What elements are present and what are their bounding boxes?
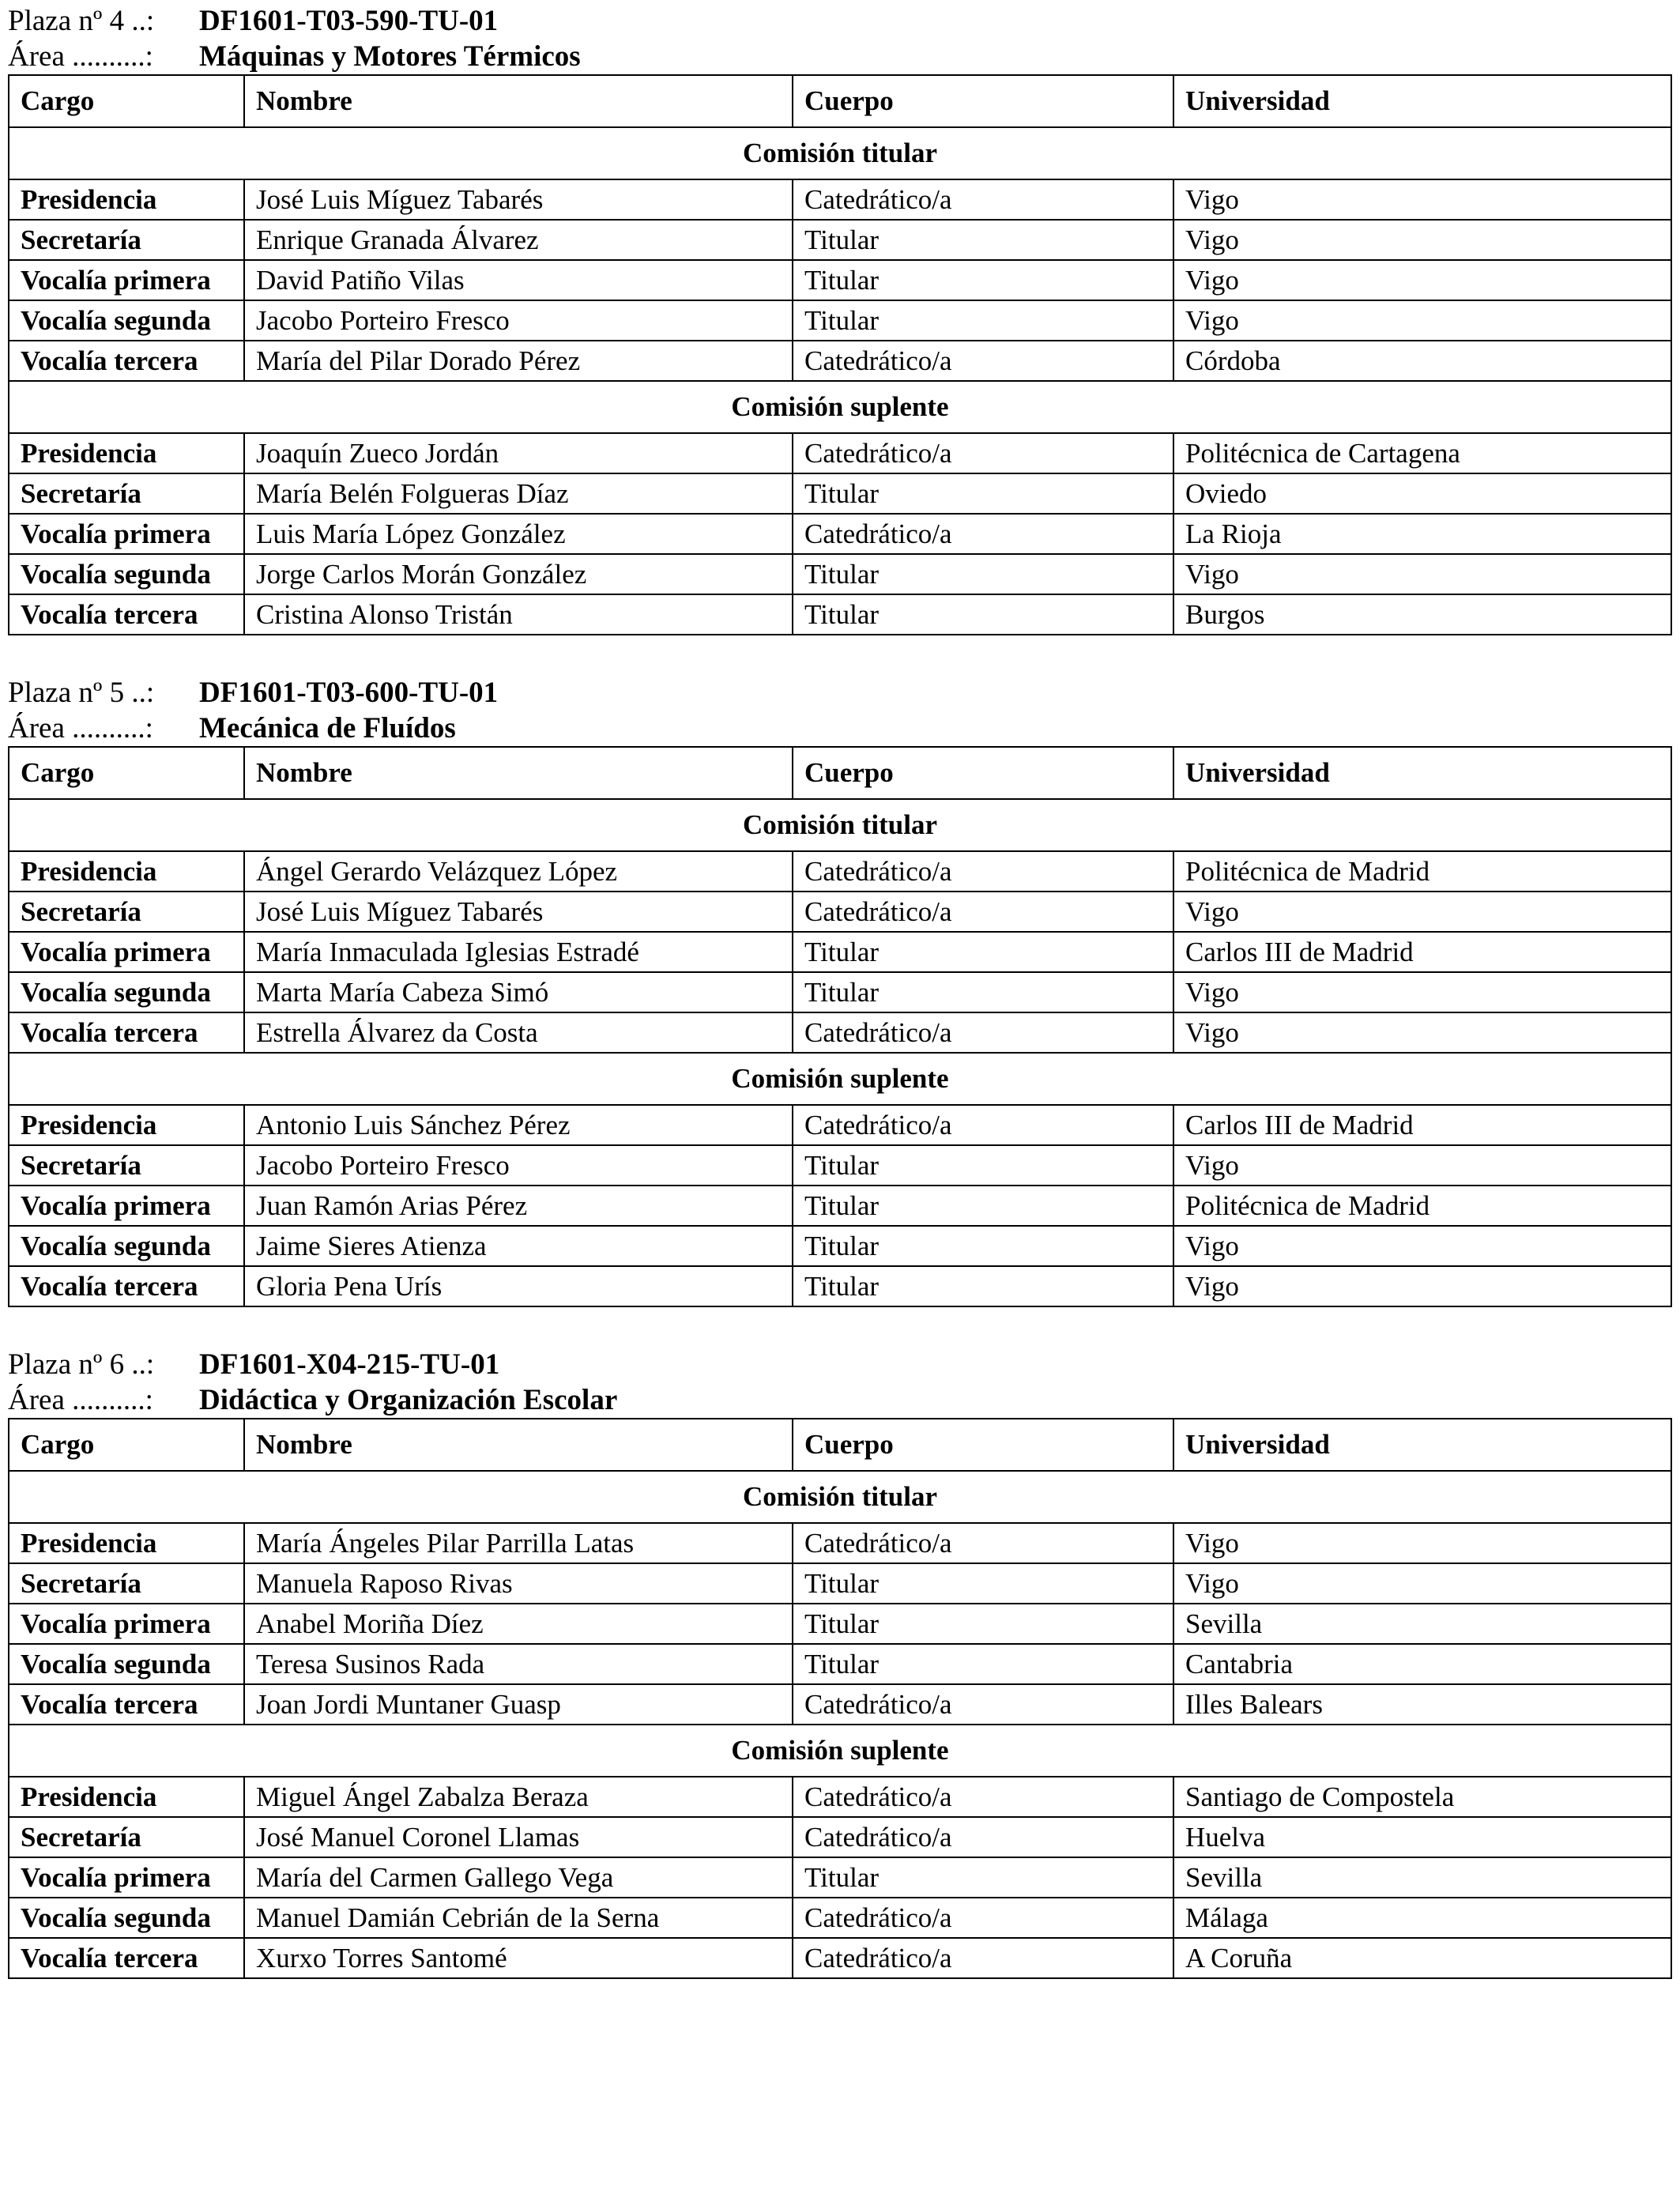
table-row bbox=[9, 1226, 1671, 1266]
cell-cargo: Vocalía tercera bbox=[9, 1938, 244, 1978]
table-row bbox=[9, 1186, 1671, 1226]
table-row bbox=[9, 1604, 1671, 1644]
cell-cuerpo: Catedrático/a bbox=[793, 1012, 1173, 1053]
table-row bbox=[9, 1563, 1671, 1604]
area-heading bbox=[8, 39, 1671, 74]
cell-cargo: Presidencia bbox=[9, 1105, 244, 1145]
table-row bbox=[9, 1644, 1671, 1684]
cell-universidad: Córdoba bbox=[1173, 341, 1671, 381]
cell-nombre: María Belén Folgueras Díaz bbox=[244, 473, 793, 514]
plaza-separator: ..: bbox=[131, 677, 155, 709]
cell-universidad: Santiago de Compostela bbox=[1173, 1777, 1671, 1817]
cell-cuerpo: Catedrático/a bbox=[793, 892, 1173, 932]
cell-cuerpo: Titular bbox=[793, 554, 1173, 594]
cell-nombre: María del Pilar Dorado Pérez bbox=[244, 341, 793, 381]
plaza-separator: ..: bbox=[131, 5, 155, 37]
cell-cuerpo: Titular bbox=[793, 594, 1173, 635]
table-row bbox=[9, 1105, 1671, 1145]
cell-cuerpo: Titular bbox=[793, 1563, 1173, 1604]
cell-nombre: Xurxo Torres Santomé bbox=[244, 1938, 793, 1978]
cell-cuerpo: Catedrático/a bbox=[793, 851, 1173, 892]
commission-section-row bbox=[9, 799, 1671, 851]
cell-nombre: Marta María Cabeza Simó bbox=[244, 972, 793, 1012]
cell-cargo: Vocalía tercera bbox=[9, 1684, 244, 1725]
table-header-row bbox=[9, 747, 1671, 799]
cell-cuerpo: Titular bbox=[793, 1145, 1173, 1186]
cell-cuerpo: Catedrático/a bbox=[793, 179, 1173, 220]
plaza-code: DF1601-T03-600-TU-01 bbox=[199, 677, 499, 709]
cell-universidad: Vigo bbox=[1173, 179, 1671, 220]
table-row bbox=[9, 514, 1671, 554]
area-name: Didáctica y Organización Escolar bbox=[199, 1384, 618, 1416]
cell-cuerpo: Catedrático/a bbox=[793, 1898, 1173, 1938]
cell-cuerpo: Catedrático/a bbox=[793, 1777, 1173, 1817]
plaza-separator: ..: bbox=[131, 1348, 155, 1381]
column-header: Cargo bbox=[9, 747, 244, 799]
cell-nombre: Enrique Granada Álvarez bbox=[244, 220, 793, 260]
cell-cuerpo: Catedrático/a bbox=[793, 341, 1173, 381]
cell-universidad: Carlos III de Madrid bbox=[1173, 1105, 1671, 1145]
cell-nombre: José Luis Míguez Tabarés bbox=[244, 179, 793, 220]
cell-cargo: Secretaría bbox=[9, 473, 244, 514]
cell-cuerpo: Titular bbox=[793, 260, 1173, 300]
cell-nombre: Jorge Carlos Morán González bbox=[244, 554, 793, 594]
table-row bbox=[9, 1777, 1671, 1817]
table-row bbox=[9, 1145, 1671, 1186]
cell-nombre: Anabel Moriña Díez bbox=[244, 1604, 793, 1644]
table-row bbox=[9, 341, 1671, 381]
cell-universidad: Sevilla bbox=[1173, 1604, 1671, 1644]
commission-section-row bbox=[9, 381, 1671, 433]
cell-cargo: Vocalía tercera bbox=[9, 1012, 244, 1053]
cell-nombre: María Ángeles Pilar Parrilla Latas bbox=[244, 1523, 793, 1563]
column-header: Nombre bbox=[244, 747, 793, 799]
table-row bbox=[9, 1817, 1671, 1857]
cell-cargo: Presidencia bbox=[9, 851, 244, 892]
plaza-code: DF1601-T03-590-TU-01 bbox=[199, 5, 499, 37]
table-row bbox=[9, 260, 1671, 300]
plaza-number: 6 bbox=[109, 1348, 125, 1381]
commission-title: Comisión titular bbox=[9, 799, 1671, 851]
commission-title: Comisión suplente bbox=[9, 1725, 1671, 1777]
cell-universidad: Vigo bbox=[1173, 1523, 1671, 1563]
column-header: Cuerpo bbox=[793, 1419, 1173, 1471]
table-row bbox=[9, 1898, 1671, 1938]
cell-universidad: La Rioja bbox=[1173, 514, 1671, 554]
cell-cargo: Vocalía tercera bbox=[9, 1266, 244, 1306]
cell-universidad: A Coruña bbox=[1173, 1938, 1671, 1978]
cell-cuerpo: Catedrático/a bbox=[793, 1817, 1173, 1857]
plaza-number: 4 bbox=[109, 5, 125, 37]
tribunal-table bbox=[8, 1418, 1672, 1979]
cell-nombre: Manuela Raposo Rivas bbox=[244, 1563, 793, 1604]
cell-cuerpo: Catedrático/a bbox=[793, 1938, 1173, 1978]
cell-universidad: Vigo bbox=[1173, 1145, 1671, 1186]
cell-universidad: Carlos III de Madrid bbox=[1173, 932, 1671, 972]
cell-nombre: Antonio Luis Sánchez Pérez bbox=[244, 1105, 793, 1145]
cell-universidad: Vigo bbox=[1173, 260, 1671, 300]
plaza-label bbox=[8, 3, 199, 39]
cell-nombre: Jacobo Porteiro Fresco bbox=[244, 1145, 793, 1186]
cell-cargo: Presidencia bbox=[9, 1523, 244, 1563]
cell-nombre: Teresa Susinos Rada bbox=[244, 1644, 793, 1684]
cell-universidad: Cantabria bbox=[1173, 1644, 1671, 1684]
column-header: Nombre bbox=[244, 1419, 793, 1471]
commission-title: Comisión titular bbox=[9, 1471, 1671, 1523]
column-header: Cuerpo bbox=[793, 75, 1173, 127]
commission-title: Comisión suplente bbox=[9, 1053, 1671, 1105]
cell-nombre: Gloria Pena Urís bbox=[244, 1266, 793, 1306]
cell-cuerpo: Catedrático/a bbox=[793, 1105, 1173, 1145]
cell-nombre: María Inmaculada Iglesias Estradé bbox=[244, 932, 793, 972]
plaza-label-text: Plaza nº bbox=[8, 5, 103, 37]
cell-cargo: Vocalía primera bbox=[9, 1857, 244, 1898]
cell-cuerpo: Titular bbox=[793, 1266, 1173, 1306]
document-page bbox=[8, 0, 1671, 2019]
table-row bbox=[9, 433, 1671, 473]
cell-cargo: Presidencia bbox=[9, 1777, 244, 1817]
plaza-number: 5 bbox=[109, 677, 125, 709]
cell-universidad: Vigo bbox=[1173, 972, 1671, 1012]
plaza-label-text: Plaza nº bbox=[8, 677, 103, 709]
cell-nombre: José Luis Míguez Tabarés bbox=[244, 892, 793, 932]
cell-universidad: Málaga bbox=[1173, 1898, 1671, 1938]
area-heading bbox=[8, 1382, 1671, 1418]
cell-cargo: Presidencia bbox=[9, 433, 244, 473]
table-row bbox=[9, 851, 1671, 892]
cell-nombre: Jaime Sieres Atienza bbox=[244, 1226, 793, 1266]
cell-universidad: Vigo bbox=[1173, 892, 1671, 932]
cell-cargo: Secretaría bbox=[9, 1563, 244, 1604]
plaza-label bbox=[8, 1347, 199, 1382]
cell-cargo: Vocalía segunda bbox=[9, 1644, 244, 1684]
cell-cargo: Secretaría bbox=[9, 220, 244, 260]
cell-universidad: Vigo bbox=[1173, 1226, 1671, 1266]
cell-nombre: Cristina Alonso Tristán bbox=[244, 594, 793, 635]
table-row bbox=[9, 1684, 1671, 1725]
cell-universidad: Politécnica de Madrid bbox=[1173, 1186, 1671, 1226]
table-row bbox=[9, 1857, 1671, 1898]
table-row bbox=[9, 1938, 1671, 1978]
plaza-block bbox=[8, 675, 1671, 1307]
plaza-heading bbox=[8, 3, 1671, 39]
cell-cargo: Vocalía tercera bbox=[9, 341, 244, 381]
tribunal-table bbox=[8, 746, 1672, 1307]
column-header: Cuerpo bbox=[793, 747, 1173, 799]
cell-cuerpo: Titular bbox=[793, 473, 1173, 514]
cell-cargo: Vocalía primera bbox=[9, 1604, 244, 1644]
table-row bbox=[9, 972, 1671, 1012]
column-header: Nombre bbox=[244, 75, 793, 127]
cell-cargo: Vocalía segunda bbox=[9, 1226, 244, 1266]
table-row bbox=[9, 220, 1671, 260]
area-label: Área ..........: bbox=[8, 1384, 153, 1416]
cell-nombre: Joan Jordi Muntaner Guasp bbox=[244, 1684, 793, 1725]
cell-cargo: Vocalía tercera bbox=[9, 594, 244, 635]
table-row bbox=[9, 892, 1671, 932]
cell-cargo: Secretaría bbox=[9, 1145, 244, 1186]
plaza-code: DF1601-X04-215-TU-01 bbox=[199, 1348, 500, 1381]
commission-section-row bbox=[9, 1471, 1671, 1523]
cell-cuerpo: Titular bbox=[793, 972, 1173, 1012]
cell-nombre: Miguel Ángel Zabalza Beraza bbox=[244, 1777, 793, 1817]
area-name: Mecánica de Fluídos bbox=[199, 712, 456, 745]
cell-nombre: Ángel Gerardo Velázquez López bbox=[244, 851, 793, 892]
cell-nombre: Manuel Damián Cebrián de la Serna bbox=[244, 1898, 793, 1938]
area-label: Área ..........: bbox=[8, 40, 153, 73]
cell-nombre: David Patiño Vilas bbox=[244, 260, 793, 300]
cell-cuerpo: Catedrático/a bbox=[793, 1523, 1173, 1563]
cell-universidad: Politécnica de Cartagena bbox=[1173, 433, 1671, 473]
cell-cuerpo: Catedrático/a bbox=[793, 514, 1173, 554]
cell-universidad: Burgos bbox=[1173, 594, 1671, 635]
table-header-row bbox=[9, 75, 1671, 127]
commission-section-row bbox=[9, 1725, 1671, 1777]
column-header: Cargo bbox=[9, 1419, 244, 1471]
cell-cuerpo: Titular bbox=[793, 1186, 1173, 1226]
plaza-heading bbox=[8, 1347, 1671, 1382]
table-row bbox=[9, 554, 1671, 594]
table-row bbox=[9, 473, 1671, 514]
cell-cuerpo: Titular bbox=[793, 932, 1173, 972]
commission-title: Comisión suplente bbox=[9, 381, 1671, 433]
cell-cuerpo: Titular bbox=[793, 1226, 1173, 1266]
cell-cuerpo: Titular bbox=[793, 1857, 1173, 1898]
column-header: Universidad bbox=[1173, 747, 1671, 799]
cell-cargo: Vocalía segunda bbox=[9, 1898, 244, 1938]
cell-cuerpo: Catedrático/a bbox=[793, 1684, 1173, 1725]
cell-universidad: Vigo bbox=[1173, 554, 1671, 594]
cell-cargo: Vocalía segunda bbox=[9, 300, 244, 341]
cell-cuerpo: Titular bbox=[793, 220, 1173, 260]
column-header: Universidad bbox=[1173, 75, 1671, 127]
table-row bbox=[9, 1523, 1671, 1563]
tribunal-table bbox=[8, 74, 1672, 635]
cell-cargo: Vocalía segunda bbox=[9, 554, 244, 594]
cell-universidad: Vigo bbox=[1173, 300, 1671, 341]
cell-cargo: Presidencia bbox=[9, 179, 244, 220]
cell-universidad: Sevilla bbox=[1173, 1857, 1671, 1898]
cell-nombre: Joaquín Zueco Jordán bbox=[244, 433, 793, 473]
cell-universidad: Politécnica de Madrid bbox=[1173, 851, 1671, 892]
cell-cargo: Vocalía primera bbox=[9, 260, 244, 300]
area-label: Área ..........: bbox=[8, 712, 153, 745]
plaza-label-text: Plaza nº bbox=[8, 1348, 103, 1381]
cell-cargo: Vocalía primera bbox=[9, 932, 244, 972]
table-row bbox=[9, 1012, 1671, 1053]
cell-cargo: Vocalía segunda bbox=[9, 972, 244, 1012]
plaza-label bbox=[8, 675, 199, 711]
table-row bbox=[9, 594, 1671, 635]
commission-title: Comisión titular bbox=[9, 127, 1671, 179]
cell-universidad: Vigo bbox=[1173, 1563, 1671, 1604]
plaza-heading bbox=[8, 675, 1671, 711]
table-row bbox=[9, 179, 1671, 220]
area-name: Máquinas y Motores Térmicos bbox=[199, 40, 581, 73]
cell-nombre: Juan Ramón Arias Pérez bbox=[244, 1186, 793, 1226]
commission-section-row bbox=[9, 1053, 1671, 1105]
cell-universidad: Vigo bbox=[1173, 220, 1671, 260]
cell-cargo: Secretaría bbox=[9, 1817, 244, 1857]
cell-nombre: Jacobo Porteiro Fresco bbox=[244, 300, 793, 341]
plaza-block bbox=[8, 3, 1671, 635]
cell-cargo: Vocalía primera bbox=[9, 1186, 244, 1226]
table-row bbox=[9, 932, 1671, 972]
table-row bbox=[9, 1266, 1671, 1306]
cell-cuerpo: Catedrático/a bbox=[793, 433, 1173, 473]
commission-section-row bbox=[9, 127, 1671, 179]
cell-universidad: Oviedo bbox=[1173, 473, 1671, 514]
cell-cuerpo: Titular bbox=[793, 300, 1173, 341]
cell-nombre: María del Carmen Gallego Vega bbox=[244, 1857, 793, 1898]
cell-universidad: Illes Balears bbox=[1173, 1684, 1671, 1725]
cell-universidad: Vigo bbox=[1173, 1012, 1671, 1053]
column-header: Cargo bbox=[9, 75, 244, 127]
cell-universidad: Vigo bbox=[1173, 1266, 1671, 1306]
cell-nombre: Luis María López González bbox=[244, 514, 793, 554]
cell-cuerpo: Titular bbox=[793, 1644, 1173, 1684]
table-row bbox=[9, 300, 1671, 341]
table-header-row bbox=[9, 1419, 1671, 1471]
area-heading bbox=[8, 711, 1671, 746]
cell-universidad: Huelva bbox=[1173, 1817, 1671, 1857]
plaza-block bbox=[8, 1347, 1671, 1979]
column-header: Universidad bbox=[1173, 1419, 1671, 1471]
cell-cargo: Secretaría bbox=[9, 892, 244, 932]
cell-cargo: Vocalía primera bbox=[9, 514, 244, 554]
cell-cuerpo: Titular bbox=[793, 1604, 1173, 1644]
cell-nombre: Estrella Álvarez da Costa bbox=[244, 1012, 793, 1053]
cell-nombre: José Manuel Coronel Llamas bbox=[244, 1817, 793, 1857]
